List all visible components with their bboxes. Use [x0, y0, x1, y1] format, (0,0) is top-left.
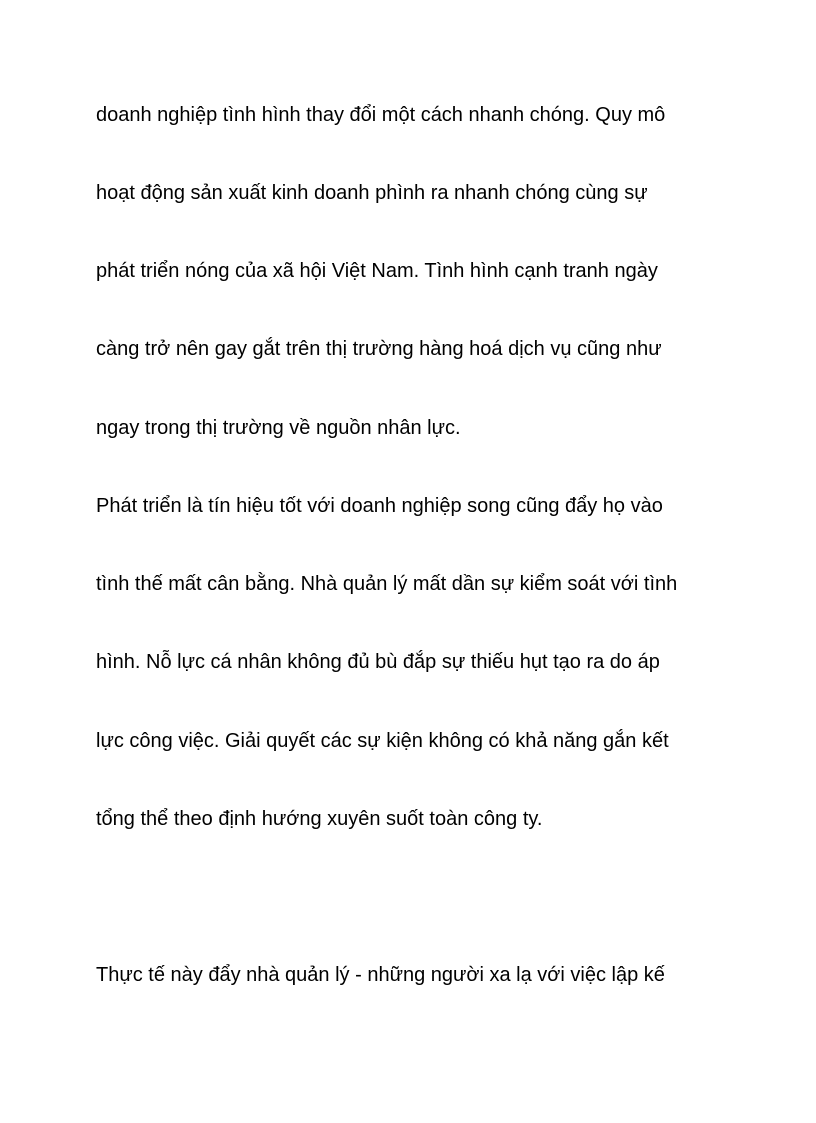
text-line-7: tình thế mất cân bằng. Nhà quản lý mất dần sự kiểm soát với tình: [96, 573, 678, 595]
text-line-5: ngay trong thị trường về nguồn nhân lực.: [96, 417, 461, 439]
text-line-11: Thực tế này đẩy nhà quản lý - những người xa lạ với việc lập kế: [96, 964, 665, 986]
text-line-6: Phát triển là tín hiệu tốt với doanh nghiệp song cũng đẩy họ vào: [96, 495, 663, 517]
text-line-3: phát triển nóng của xã hội Việt Nam. Tình hình cạnh tranh ngày: [96, 260, 658, 282]
text-line-9: lực công việc. Giải quyết các sự kiện không có khả năng gắn kết: [96, 730, 669, 752]
text-line-8: hình. Nỗ lực cá nhân không đủ bù đắp sự thiếu hụt tạo ra do áp: [96, 651, 660, 673]
text-line-4: càng trở nên gay gắt trên thị trường hàng hoá dịch vụ cũng như: [96, 338, 662, 360]
text-line-1: doanh nghiệp tình hình thay đổi một cách nhanh chóng. Quy mô: [96, 104, 666, 126]
text-line-10: tổng thể theo định hướng xuyên suốt toàn công ty.: [96, 808, 543, 830]
text-line-2: hoạt động sản xuất kinh doanh phình ra nhanh chóng cùng sự: [96, 182, 648, 204]
